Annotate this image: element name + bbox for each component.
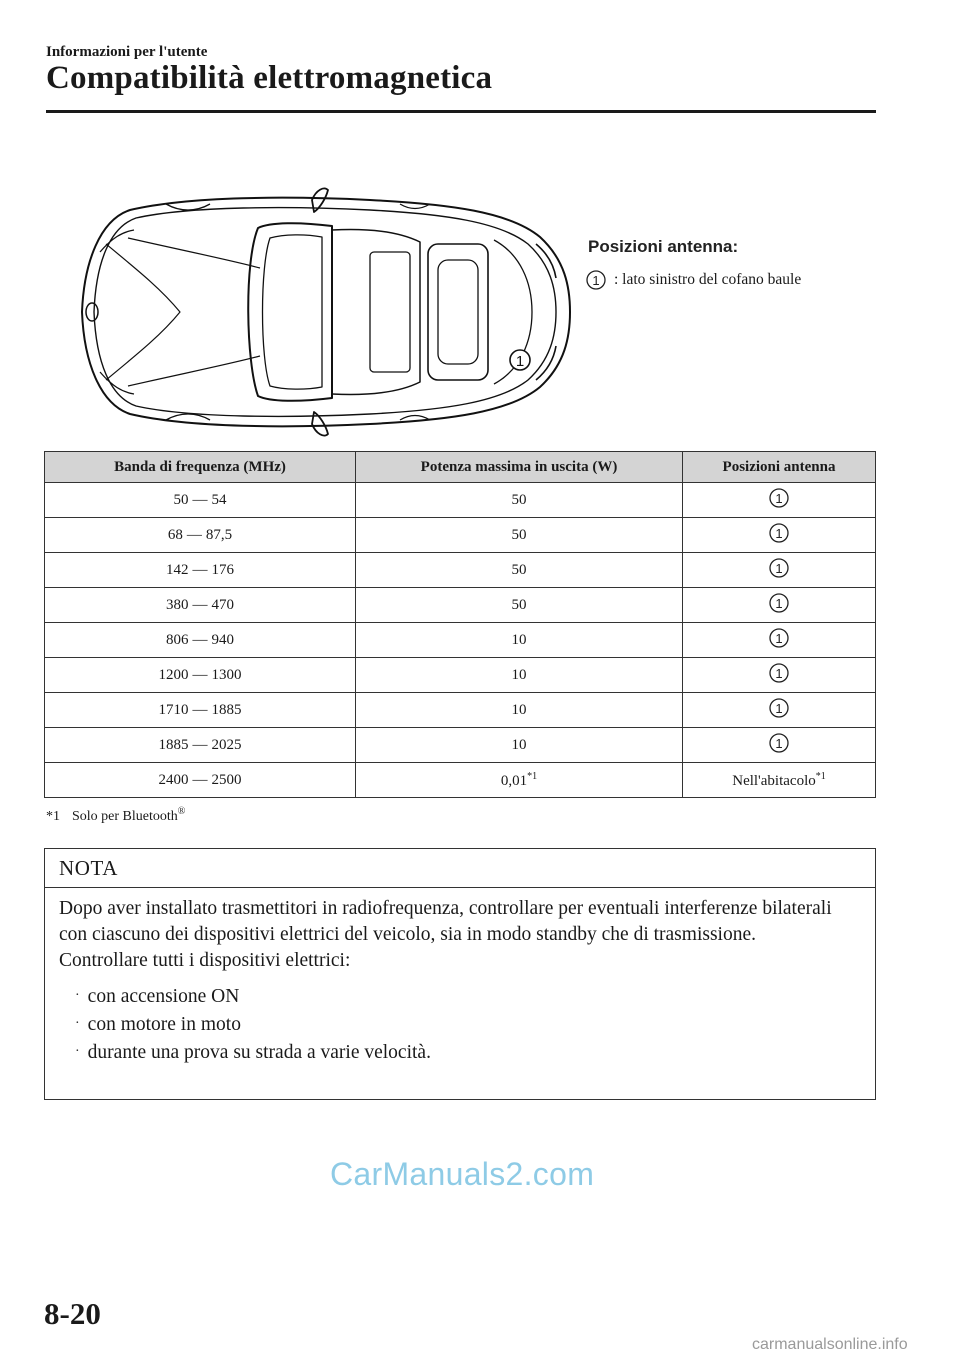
frequency-to: 2025 [211, 736, 242, 753]
frequency-from: 2400 [158, 771, 189, 788]
power-value: 10 [511, 736, 527, 753]
range-dash: — [192, 771, 208, 788]
frequency-from: 68 [167, 526, 183, 543]
range-dash: — [192, 596, 208, 613]
table-row [45, 553, 876, 588]
position-cell [683, 763, 876, 798]
range-dash: — [192, 666, 208, 683]
legend-text: : lato sinistro del cofano baule [614, 271, 802, 288]
frequency-from: 1710 [158, 701, 189, 718]
frequency-cell [45, 623, 356, 658]
frequency-to: 176 [211, 561, 234, 578]
note-body [45, 888, 875, 1066]
svg-text:1: 1 [775, 665, 783, 681]
watermark: CarManuals2.com [330, 1156, 595, 1192]
range-dash: — [186, 526, 202, 543]
note-paragraph: Dopo aver installato trasmettitori in radiofrequenza, controllare per eventuali interferenze bilaterali con ciascuno dei dispositivi elettrici del veicolo, sia in modo standby che di trasmissione. [59, 898, 832, 945]
table-row [45, 483, 876, 518]
note-paragraph: Controllare tutti i dispositivi elettrici: [59, 950, 351, 971]
position-text: Nell'abitacolo [732, 772, 816, 789]
power-cell [356, 658, 683, 693]
power-cell [356, 483, 683, 518]
power-cell [356, 623, 683, 658]
car-top-view-illustration [70, 182, 590, 442]
position-cell [683, 588, 876, 623]
frequency-from: 142 [166, 561, 189, 578]
power-value: 50 [511, 491, 527, 508]
table-row [45, 728, 876, 763]
frequency-to: 940 [211, 631, 234, 648]
svg-text:1: 1 [775, 525, 783, 541]
list-item-text: durante una prova su strada a varie velocità. [87, 1042, 431, 1063]
frequency-from: 1885 [158, 736, 189, 753]
power-value: 10 [511, 701, 527, 718]
frequency-cell [45, 728, 356, 763]
frequency-to: 2500 [211, 771, 242, 788]
range-dash: — [192, 491, 208, 508]
position-marker-1 [769, 698, 789, 718]
table-row [45, 658, 876, 693]
power-cell [356, 728, 683, 763]
position-marker-1 [769, 558, 789, 578]
position-marker-1 [769, 628, 789, 648]
range-dash: — [192, 631, 208, 648]
table-row [45, 763, 876, 798]
frequency-cell [45, 518, 356, 553]
position-cell [683, 483, 876, 518]
frequency-cell [45, 588, 356, 623]
list-item [75, 1010, 859, 1038]
frequency-to: 470 [211, 596, 234, 613]
frequency-cell [45, 553, 356, 588]
legend-title: Posizioni antenna: [588, 237, 739, 256]
footnote-text: Solo per Bluetooth [72, 809, 178, 824]
power-cell [356, 693, 683, 728]
range-dash: — [192, 701, 208, 718]
table-header-row [45, 452, 876, 483]
svg-text:1: 1 [775, 700, 783, 716]
power-cell [356, 588, 683, 623]
position-footnote-mark: *1 [815, 770, 826, 782]
list-item [75, 1038, 859, 1066]
frequency-from: 380 [166, 596, 189, 613]
svg-text:1: 1 [775, 595, 783, 611]
footnote-mark: *1 [46, 809, 60, 824]
registered-symbol: ® [177, 806, 186, 817]
svg-text:1: 1 [775, 560, 783, 576]
antenna-marker-1 [510, 350, 530, 370]
site-stamp: carmanualsonline.info [752, 1336, 908, 1353]
list-item [75, 982, 859, 1010]
note-list [59, 982, 859, 1066]
frequency-cell [45, 693, 356, 728]
range-dash: — [192, 736, 208, 753]
table-body [45, 483, 876, 798]
position-marker-1 [769, 523, 789, 543]
table-row [45, 693, 876, 728]
power-cell [356, 518, 683, 553]
svg-text:1: 1 [515, 353, 525, 370]
power-value: 50 [511, 526, 527, 543]
position-marker-1 [586, 270, 606, 290]
position-cell [683, 623, 876, 658]
position-cell [683, 658, 876, 693]
position-cell [683, 553, 876, 588]
page-number: 8-20 [44, 1296, 101, 1331]
power-cell [356, 763, 683, 798]
section-label: Informazioni per l'utente [46, 44, 208, 60]
page-title: Compatibilità elettromagnetica [46, 60, 493, 96]
position-marker-1 [769, 733, 789, 753]
frequency-from: 1200 [158, 666, 189, 683]
column-header-power: Potenza massima in uscita (W) [356, 452, 683, 483]
position-marker-1 [769, 663, 789, 683]
bullet-icon: · [75, 988, 80, 1003]
footnote [46, 806, 185, 825]
range-dash: — [192, 561, 208, 578]
bullet-icon: · [75, 1016, 80, 1031]
column-header-position: Posizioni antenna [683, 452, 876, 483]
list-item-text: con accensione ON [87, 986, 240, 1007]
svg-text:1: 1 [775, 735, 783, 751]
svg-text:1: 1 [775, 630, 783, 646]
title-rule [46, 110, 876, 113]
bullet-icon: · [75, 1044, 80, 1059]
table-row [45, 588, 876, 623]
position-cell [683, 693, 876, 728]
power-value: 50 [511, 561, 527, 578]
position-marker-1 [769, 488, 789, 508]
list-item-text: con motore in moto [87, 1014, 241, 1035]
frequency-to: 1885 [211, 701, 242, 718]
position-cell [683, 518, 876, 553]
table-row [45, 518, 876, 553]
power-value: 50 [511, 596, 527, 613]
position-marker-1 [769, 593, 789, 613]
note-heading: NOTA [45, 849, 875, 888]
power-cell [356, 553, 683, 588]
frequency-to: 1300 [211, 666, 242, 683]
frequency-to: 87,5 [205, 526, 233, 543]
power-value: 10 [511, 631, 527, 648]
power-value: 10 [511, 666, 527, 683]
frequency-table [44, 451, 876, 798]
power-value: 0,01 [500, 772, 528, 789]
svg-text:1: 1 [592, 273, 600, 288]
frequency-to: 54 [211, 491, 227, 508]
frequency-from: 50 [173, 491, 189, 508]
frequency-from: 806 [166, 631, 189, 648]
note-box [44, 848, 876, 1100]
power-footnote-mark: *1 [527, 770, 538, 782]
frequency-cell [45, 483, 356, 518]
table-row [45, 623, 876, 658]
frequency-cell [45, 763, 356, 798]
frequency-cell [45, 658, 356, 693]
legend-row [586, 270, 801, 290]
position-cell [683, 728, 876, 763]
svg-text:1: 1 [775, 490, 783, 506]
column-header-frequency: Banda di frequenza (MHz) [45, 452, 356, 483]
